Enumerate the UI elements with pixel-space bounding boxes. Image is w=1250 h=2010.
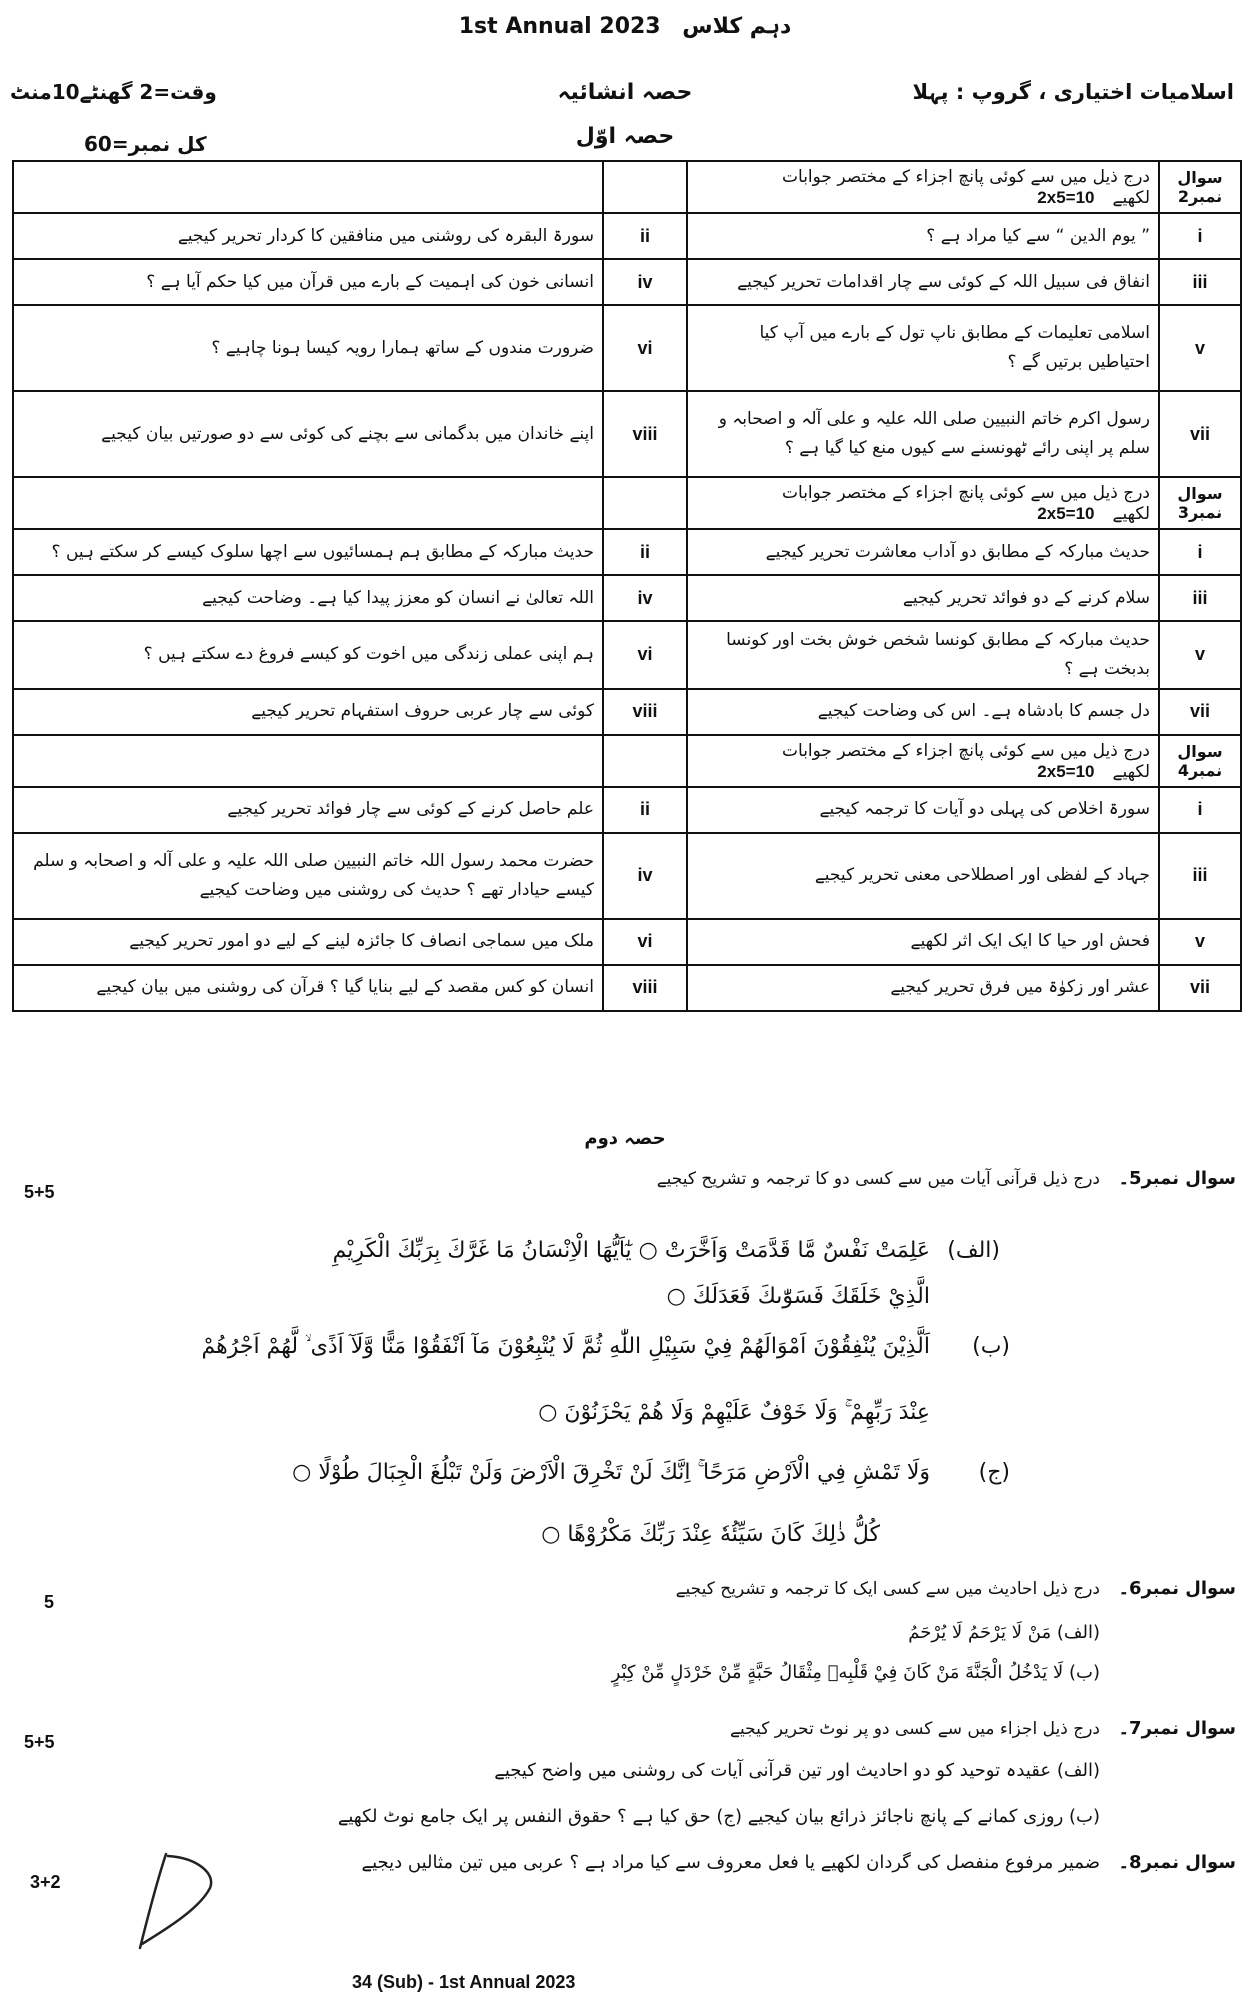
exam-title-text: 1st Annual 2023 bbox=[458, 14, 661, 39]
question-text: حدیث مبارکہ کے مطابق ہم ہمسائیوں سے اچھا سلوک کیسے کر سکتے ہیں ؟ bbox=[13, 529, 603, 575]
q7-a: (الف) عقیدہ توحید کو دو احادیث اور تین قرآنی آیات کی روشنی میں واضح کیجیے bbox=[494, 1760, 1100, 1781]
question-text: اسلامی تعلیمات کے مطابق ناپ تول کے بارے میں آپ کیا احتیاطیں برتیں گے ؟ bbox=[687, 305, 1159, 391]
q6-label: سوال نمبر6۔ bbox=[1118, 1578, 1236, 1599]
q4-marks: 2x5=10 bbox=[1037, 761, 1095, 781]
question-number: i bbox=[1159, 787, 1241, 833]
q4-instruction-cell bbox=[687, 735, 1159, 787]
q8-label: سوال نمبر8۔ bbox=[1118, 1852, 1236, 1873]
question-number: i bbox=[1159, 529, 1241, 575]
q2-header-row bbox=[13, 161, 1241, 213]
table-row bbox=[13, 575, 1241, 621]
part-two-title: حصہ دوم bbox=[584, 1128, 666, 1149]
question-number: i bbox=[1159, 213, 1241, 259]
question-number: ii bbox=[603, 787, 687, 833]
q5-b-label: (ب) bbox=[972, 1334, 1010, 1359]
question-text: حدیث مبارکہ کے مطابق کونسا شخص خوش بخت اور کونسا بدبخت ہے ؟ bbox=[687, 621, 1159, 689]
q5-a-label: (الف) bbox=[947, 1238, 1000, 1263]
question-number: iii bbox=[1159, 259, 1241, 305]
table-row bbox=[13, 919, 1241, 965]
table-row bbox=[13, 259, 1241, 305]
q2-empty-cell bbox=[603, 161, 687, 213]
question-text: انفاق فی سبیل اللہ کے کوئی سے چار اقدامات تحریر کیجیے bbox=[687, 259, 1159, 305]
q6-a: (الف) مَنْ لَا يَرْحَمُ لَا يُرْحَمُ bbox=[908, 1622, 1100, 1643]
q5-a-line2: الَّذِيْ خَلَقَكَ فَسَوّٰىكَ فَعَدَلَكَ ○ bbox=[666, 1284, 930, 1309]
question-text: سلام کرنے کے دو فوائد تحریر کیجیے bbox=[687, 575, 1159, 621]
question-text: سورۃ البقرہ کی روشنی میں منافقین کا کردار تحریر کیجیے bbox=[13, 213, 603, 259]
q5-c-line1: وَلَا تَمْشِ فِي الْاَرْضِ مَرَحًا ۚ اِنَّكَ لَنْ تَخْرِقَ الْاَرْضَ وَلَنْ تَبْلُغَ الْجِبَالَ طُوْلًا ○ bbox=[292, 1460, 930, 1485]
table-row bbox=[13, 965, 1241, 1011]
q2-instruction: درج ذیل میں سے کوئی پانچ اجزاء کے مختصر جوابات لکھیے bbox=[782, 167, 1150, 208]
q5-b-line2: عِنْدَ رَبِّهِمْ ۚ وَلَا خَوْفٌ عَلَيْهِمْ وَلَا هُمْ يَحْزَنُوْنَ ○ bbox=[538, 1400, 930, 1425]
table-row bbox=[13, 305, 1241, 391]
question-text: کوئی سے چار عربی حروف استفہام تحریر کیجیے bbox=[13, 689, 603, 735]
table-row bbox=[13, 529, 1241, 575]
q7-instruction: درج ذیل اجزاء میں سے کسی دو پر نوٹ تحریر کیجیے bbox=[730, 1719, 1100, 1739]
question-text: ” یوم الدین “ سے کیا مراد ہے ؟ bbox=[687, 213, 1159, 259]
question-text: ملک میں سماجی انصاف کا جائزہ لینے کے لیے دو امور تحریر کیجیے bbox=[13, 919, 603, 965]
exam-title bbox=[0, 14, 1250, 39]
q5-instruction: درج ذیل قرآنی آیات میں سے کسی دو کا ترجمہ و تشریح کیجیے bbox=[656, 1169, 1100, 1189]
question-text: حضرت محمد رسول اللہ خاتم النبیین صلی اللہ علیہ و علی آلہ و اصحابہ و سلم کیسے حیادار تھے ؟ حدیث کی روشنی میں وضاحت کیجیے bbox=[13, 833, 603, 919]
q4-empty-cell-2 bbox=[13, 735, 603, 787]
q4-empty-cell bbox=[603, 735, 687, 787]
question-text: سورۃ اخلاص کی پہلی دو آیات کا ترجمہ کیجیے bbox=[687, 787, 1159, 833]
question-text: علم حاصل کرنے کے کوئی سے چار فوائد تحریر کیجیے bbox=[13, 787, 603, 833]
q5-marks: 5+5 bbox=[24, 1182, 55, 1202]
question-number: vii bbox=[1159, 391, 1241, 477]
question-number: iv bbox=[603, 833, 687, 919]
handwritten-mark-icon bbox=[128, 1848, 218, 1958]
class-label: دہم کلاس bbox=[682, 14, 792, 39]
table-row bbox=[13, 689, 1241, 735]
subject-group: اسلامیات اختیاری ، گروپ : پہلا bbox=[912, 80, 1234, 104]
table-row bbox=[13, 833, 1241, 919]
q8-marks: 3+2 bbox=[30, 1872, 61, 1892]
q3-label: سوال نمبر3 bbox=[1159, 477, 1241, 529]
question-number: iii bbox=[1159, 575, 1241, 621]
section-title: حصہ انشائیہ bbox=[557, 80, 693, 105]
q3-empty-cell-2 bbox=[13, 477, 603, 529]
q8-text: ضمیر مرفوع منفصل کی گردان لکھیے یا فعل معروف سے کیا مراد ہے ؟ عربی میں تین مثالیں دیجیے bbox=[361, 1852, 1100, 1873]
question-text: فحش اور حیا کا ایک ایک اثر لکھیے bbox=[687, 919, 1159, 965]
table-row bbox=[13, 391, 1241, 477]
q6-marks: 5 bbox=[44, 1592, 55, 1612]
question-number: v bbox=[1159, 621, 1241, 689]
question-number: vi bbox=[603, 305, 687, 391]
q4-label: سوال نمبر4 bbox=[1159, 735, 1241, 787]
q3-marks: 2x5=10 bbox=[1037, 504, 1095, 523]
q2-instruction-cell bbox=[687, 161, 1159, 213]
question-text: ہم اپنی عملی زندگی میں اخوت کو کیسے فروغ دے سکتے ہیں ؟ bbox=[13, 621, 603, 689]
question-number: vii bbox=[1159, 689, 1241, 735]
q5-c-label: (ج) bbox=[978, 1460, 1010, 1485]
questions-table-body bbox=[13, 161, 1241, 1011]
table-row bbox=[13, 213, 1241, 259]
q2-marks: 2x5=10 bbox=[1037, 188, 1095, 207]
q7-b: (ب) روزی کمانے کے پانچ ناجائز ذرائع بیان کیجیے (ج) حق کیا ہے ؟ حقوق النفس پر ایک جامع نوٹ لکھیے bbox=[337, 1806, 1100, 1827]
q4-header-row bbox=[13, 735, 1241, 787]
q6-instruction: درج ذیل احادیث میں سے کسی ایک کا ترجمہ و تشریح کیجیے bbox=[675, 1579, 1100, 1599]
question-number: ii bbox=[603, 213, 687, 259]
question-number: iii bbox=[1159, 833, 1241, 919]
question-number: viii bbox=[603, 965, 687, 1011]
question-number: iv bbox=[603, 575, 687, 621]
question-number: viii bbox=[603, 391, 687, 477]
question-text: اپنے خاندان میں بدگمانی سے بچنے کی کوئی سے دو صورتیں بیان کیجیے bbox=[13, 391, 603, 477]
q3-instruction-cell bbox=[687, 477, 1159, 529]
question-number: iv bbox=[603, 259, 687, 305]
question-number: vii bbox=[1159, 965, 1241, 1011]
total-marks: کل نمبر=60 bbox=[84, 132, 207, 156]
q2-label: سوال نمبر2 bbox=[1159, 161, 1241, 213]
q5-a-line1: عَلِمَتْ نَفْسٌ مَّا قَدَّمَتْ وَاَخَّرَتْ ○ يٰٓاَيُّهَا الْاِنْسَانُ مَا غَرَّكَ بِرَبِّكَ الْكَرِيْمِ bbox=[332, 1238, 930, 1263]
footer-text: 34 (Sub) - 1st Annual 2023 bbox=[352, 1972, 576, 1992]
q7-label: سوال نمبر7۔ bbox=[1118, 1718, 1236, 1739]
q3-empty-cell bbox=[603, 477, 687, 529]
q6-b: (ب) لَا يَدْخُلُ الْجَنَّةَ مَنْ كَانَ فِيْ قَلْبِهٖ مِثْقَالُ حَبَّةٍ مِّنْ خَرْدَلٍ مِّنْ كِبْرٍ bbox=[611, 1662, 1100, 1683]
question-number: viii bbox=[603, 689, 687, 735]
q5-b-line1: اَلَّذِيْنَ يُنْفِقُوْنَ اَمْوَالَهُمْ فِيْ سَبِيْلِ اللّٰهِ ثُمَّ لَا يُتْبِعُوْنَ مَآ اَنْفَقُوْا مَنًّا وَّلَآ اَذًى ۙ لَّهُمْ اَجْرُهُمْ bbox=[201, 1334, 930, 1359]
question-number: v bbox=[1159, 919, 1241, 965]
q3-header-row bbox=[13, 477, 1241, 529]
question-text: جہاد کے لفظی اور اصطلاحی معنی تحریر کیجیے bbox=[687, 833, 1159, 919]
question-text: اللہ تعالیٰ نے انسان کو معزز پیدا کیا ہے۔ وضاحت کیجیے bbox=[13, 575, 603, 621]
part-one-title: حصہ اوّل bbox=[575, 124, 675, 149]
question-text: ضرورت مندوں کے ساتھ ہمارا رویہ کیسا ہونا چاہیے ؟ bbox=[13, 305, 603, 391]
question-number: vi bbox=[603, 919, 687, 965]
question-text: حدیث مبارکہ کے مطابق دو آداب معاشرت تحریر کیجیے bbox=[687, 529, 1159, 575]
q3-instruction: درج ذیل میں سے کوئی پانچ اجزاء کے مختصر جوابات لکھیے bbox=[782, 483, 1150, 524]
question-text: انسان کو کس مقصد کے لیے بنایا گیا ؟ قرآن کی روشنی میں بیان کیجیے bbox=[13, 965, 603, 1011]
question-number: vi bbox=[603, 621, 687, 689]
time-allowed: وقت=2 گھنٹے10منٹ bbox=[10, 80, 217, 104]
q7-marks: 5+5 bbox=[24, 1732, 55, 1752]
question-number: v bbox=[1159, 305, 1241, 391]
q5-label: سوال نمبر5۔ bbox=[1118, 1168, 1236, 1189]
q5-c-line2: كُلُّ ذٰلِكَ كَانَ سَيِّئُهٗ عِنْدَ رَبِّكَ مَكْرُوْهًا ○ bbox=[541, 1522, 880, 1547]
table-row bbox=[13, 787, 1241, 833]
questions-table bbox=[12, 160, 1242, 1012]
question-text: رسول اکرم خاتم النبیین صلی اللہ علیہ و علی آلہ و اصحابہ و سلم پر اپنی رائے ٹھونسنے سے کیوں منع کیا گیا ہے ؟ bbox=[687, 391, 1159, 477]
question-text: انسانی خون کی اہمیت کے بارے میں قرآن میں کیا حکم آیا ہے ؟ bbox=[13, 259, 603, 305]
question-text: دل جسم کا بادشاہ ہے۔ اس کی وضاحت کیجیے bbox=[687, 689, 1159, 735]
question-text: عشر اور زکوٰۃ میں فرق تحریر کیجیے bbox=[687, 965, 1159, 1011]
q2-empty-cell-2 bbox=[13, 161, 603, 213]
q4-instruction: درج ذیل میں سے کوئی پانچ اجزاء کے مختصر جوابات لکھیے bbox=[782, 740, 1150, 782]
question-number: ii bbox=[603, 529, 687, 575]
table-row bbox=[13, 621, 1241, 689]
